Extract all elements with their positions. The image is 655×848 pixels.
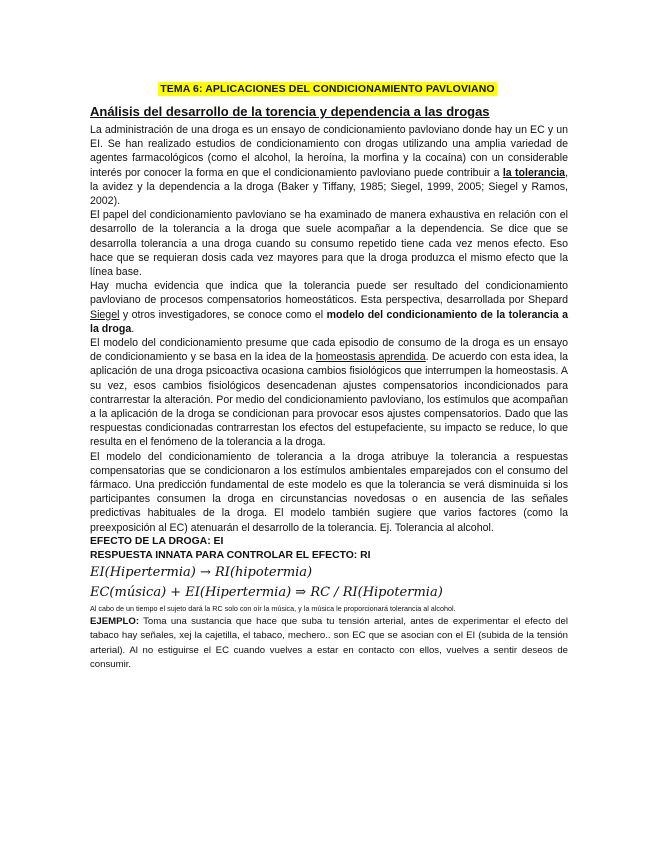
formula-2: EC(música) + EI(Hipertermia) ⇒ RC / RI(Hipotermia) — [90, 584, 443, 600]
siegel-underlined: Siegel — [90, 308, 120, 321]
example-paragraph — [90, 615, 568, 673]
paragraph-3-text-c: . — [131, 322, 135, 335]
homeostasis-underlined: homeostasis aprendida — [315, 351, 426, 364]
innate-response-label: RESPUESTA INNATA PARA CONTROLAR EL EFECTO: RI — [90, 549, 371, 561]
drug-effect-label: EFECTO DE LA DROGA: EI — [90, 535, 224, 547]
tolerancia-underlined: la tolerancia — [502, 166, 566, 179]
paragraph-1-text-a: La administración de una droga es un ensayo de condicionamiento pavloviano donde hay un EC y un EI. Se han realizado estudios de condicionamiento con drogas utilizando una amplia variedad de agentes farmacológicos (como el alcohol, la heroína, la morfina y la cocaína) con un considerable interés por conocer la forma en que el condicionamiento pavloviano puede contribuir a — [90, 124, 568, 179]
paragraph-3-text-a: Hay mucha evidencia que indica que la tolerancia puede ser resultado del condicionamiento pavloviano de procesos compensatorios homeostáticos. Esta perspectiva, desarrollada por Shepard — [90, 280, 568, 307]
example-text: Toma una sustancia que hace que suba tu tensión arterial, antes de experimentar el efecto del tabaco hay señales, xej la cajetilla, el tabaco, mechero.. son EC que se asocian con el EI (subida de la tensión arterial). Al no estiguirse el EC cuando vuelves a estar en contacto con ellos, vuelves a sentir deseos de consumir. — [90, 615, 568, 671]
formula-1: EI(Hipertermia) → RI(hipotermia) — [90, 564, 313, 580]
paragraph-3 — [90, 279, 568, 336]
paragraph-4-text-a: El modelo del condicionamiento presume que cada episodio de consumo de la droga es un ensayo de condicionamiento y se basa en la idea de la — [90, 337, 568, 364]
section-heading: Análisis del desarrollo de la torencia y dependencia a las drogas — [90, 104, 490, 119]
paragraph-4-text-b: . De acuerdo con esta idea, la aplicación de una droga psicoactiva ocasiona cambios fisiológicos que interrumpen la homeostasis. A su vez, esos cambios fisiológicos desencadenan ajustes compensatorios incondicionados para contrarrestar la alteración. Por medio del condicionamiento pavloviano, los estímulos que acompañan a la aplicación de la droga se condicionan para provocar esos ajustes compensatorios. Dado que las respuestas condicionadas contrarrestan los efectos del estupefaciente, su impacto se reduce, lo que resulta en el fenómeno de la tolerancia a la droga. — [90, 351, 569, 449]
document-body — [90, 123, 568, 673]
title-block — [0, 79, 655, 97]
example-label: EJEMPLO: — [90, 615, 140, 627]
formula-note: Al cabo de un tiempo el sujeto dará la RC solo con oír la música, y la música le proporcionará tolerancia al alcohol. — [90, 603, 456, 613]
page-title: TEMA 6: APLICACIONES DEL CONDICIONAMIENTO PAVLOVIANO — [160, 83, 495, 95]
paragraph-2: El papel del condicionamiento pavloviano se ha examinado de manera exhaustiva en relación con el desarrollo de la tolerancia a la droga que suele acompañar a la dependencia. Se dice que se desarrolla tolerancia a una droga cuando su consumo repetido tiene cada vez menos efecto. Eso hace que se requieran dosis cada vez mayores para que la droga produzca el mismo efecto que la línea base. — [90, 209, 568, 279]
paragraph-1 — [90, 123, 568, 208]
paragraph-3-text-b: y otros investigadores, se conoce como el — [119, 308, 327, 321]
paragraph-5: El modelo del condicionamiento de tolerancia a la droga atribuye la tolerancia a respuestas compensatorias que se condicionaron a los estímulos ambientales emparejados con el consumo del fármaco. Una predicción fundamental de este modelo es que la tolerancia se verá disminuida si los participantes consumen la droga en circunstancias novedosas o en ausencia de las señales predictivas habituales de la droga. El modelo también sugiere que varios factores (como la preexposición al EC) atenuarán el desarrollo de la tolerancia. Ej. Tolerancia al alcohol. — [90, 450, 568, 534]
paragraph-1-text-b: , la avidez y la dependencia a la droga (Baker y Tiffany, 1985; Siegel, 1999, 2005; Siegel y Ramos, 2002). — [90, 166, 569, 208]
paragraph-4 — [90, 336, 568, 450]
model-name-bold: modelo del condicionamiento de la tolerancia a la droga — [90, 308, 568, 335]
